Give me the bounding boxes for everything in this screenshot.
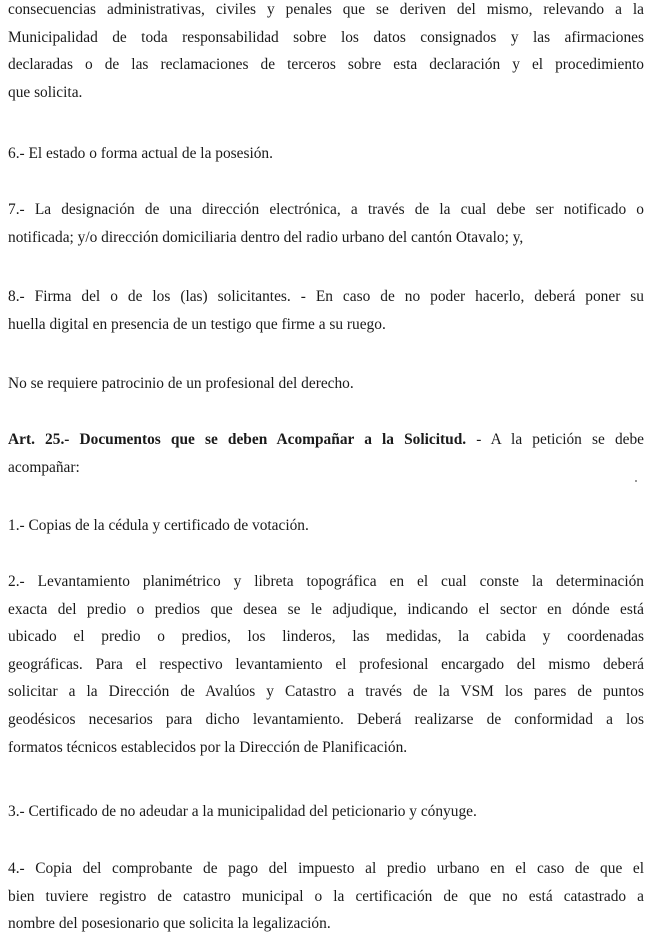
text-line: 8.- Firma del o de los (las) solicitantes. - En caso de no poder hacerlo, deberá poner su xyxy=(8,288,644,305)
text-line: declaradas o de las reclamaciones de terceros sobre esta declaración y el procedimiento xyxy=(8,56,644,74)
text-line: nombre del posesionario que solicita la legalización. xyxy=(8,915,331,933)
text-line: No se requiere patrocinio de un profesional del derecho. xyxy=(8,375,354,392)
text-line: 3.- Certificado de no adeudar a la municipalidad del peticionario y cónyuge. xyxy=(8,803,477,820)
text-line: consecuencias administrativas, civiles y penales que se deriven del mismo, relevando a la xyxy=(8,1,644,18)
text-line: exacta del predio o predios que desea se le adjudique, indicando el sector en dónde está xyxy=(8,600,644,618)
article-title: Art. 25.- Documentos que se deben Acompañar a la Solicitud. xyxy=(8,431,467,448)
text-line: 4.- Copia del comprobante de pago del impuesto al predio urbano en el caso de que el xyxy=(8,860,644,877)
text-line: formatos técnicos establecidos por la Dirección de Planificación. xyxy=(8,738,408,756)
paragraph-item-4 xyxy=(8,855,644,938)
text-line: geográficas. Para el respectivo levantamiento el profesional encargado del mismo deberá xyxy=(8,655,644,673)
text-line: ubicado el predio o predios, los linderos, las medidas, la cabida y coordenadas xyxy=(8,628,644,646)
text-line xyxy=(8,426,644,454)
text-line: bien tuviere registro de catastro municipal o la certificación de que no está catastrado a xyxy=(8,887,644,905)
scan-speck xyxy=(635,480,637,482)
text-line: 2.- Levantamiento planimétrico y libreta topográfica en el cual conste la determinación xyxy=(8,573,644,590)
paragraph-item-1 xyxy=(8,512,644,540)
article-text: - A la petición se debe xyxy=(466,431,644,448)
text-line: huella digital en presencia de un testigo que firme a su ruego. xyxy=(8,315,386,333)
text-line: notificada; y/o dirección domiciliaria dentro del radio urbano del cantón Otavalo; y, xyxy=(8,228,524,246)
text-line: 6.- El estado o forma actual de la posesión. xyxy=(8,145,273,162)
paragraph-item-7 xyxy=(8,196,644,251)
text-line: acompañar: xyxy=(8,458,80,476)
paragraph-item-2 xyxy=(8,568,644,761)
article-25-heading xyxy=(8,426,644,481)
paragraph-no-patrocinio xyxy=(8,370,644,398)
paragraph-item-6 xyxy=(8,140,644,168)
text-line: que solicita. xyxy=(8,83,83,101)
paragraph-item-8 xyxy=(8,283,644,338)
text-line: geodésicos necesarios para dicho levantamiento. Deberá realizarse de conformidad a los xyxy=(8,710,644,728)
text-line: solicitar a la Dirección de Avalúos y Catastro a través de la VSM los pares de puntos xyxy=(8,683,644,701)
text-line: 7.- La designación de una dirección electrónica, a través de la cual debe ser notificado o xyxy=(8,201,644,218)
text-line: Municipalidad de toda responsabilidad sobre los datos consignados y las afirmaciones xyxy=(8,28,644,46)
paragraph-consecuencias xyxy=(8,0,644,106)
text-line: 1.- Copias de la cédula y certificado de votación. xyxy=(8,517,309,534)
paragraph-item-3 xyxy=(8,798,644,826)
